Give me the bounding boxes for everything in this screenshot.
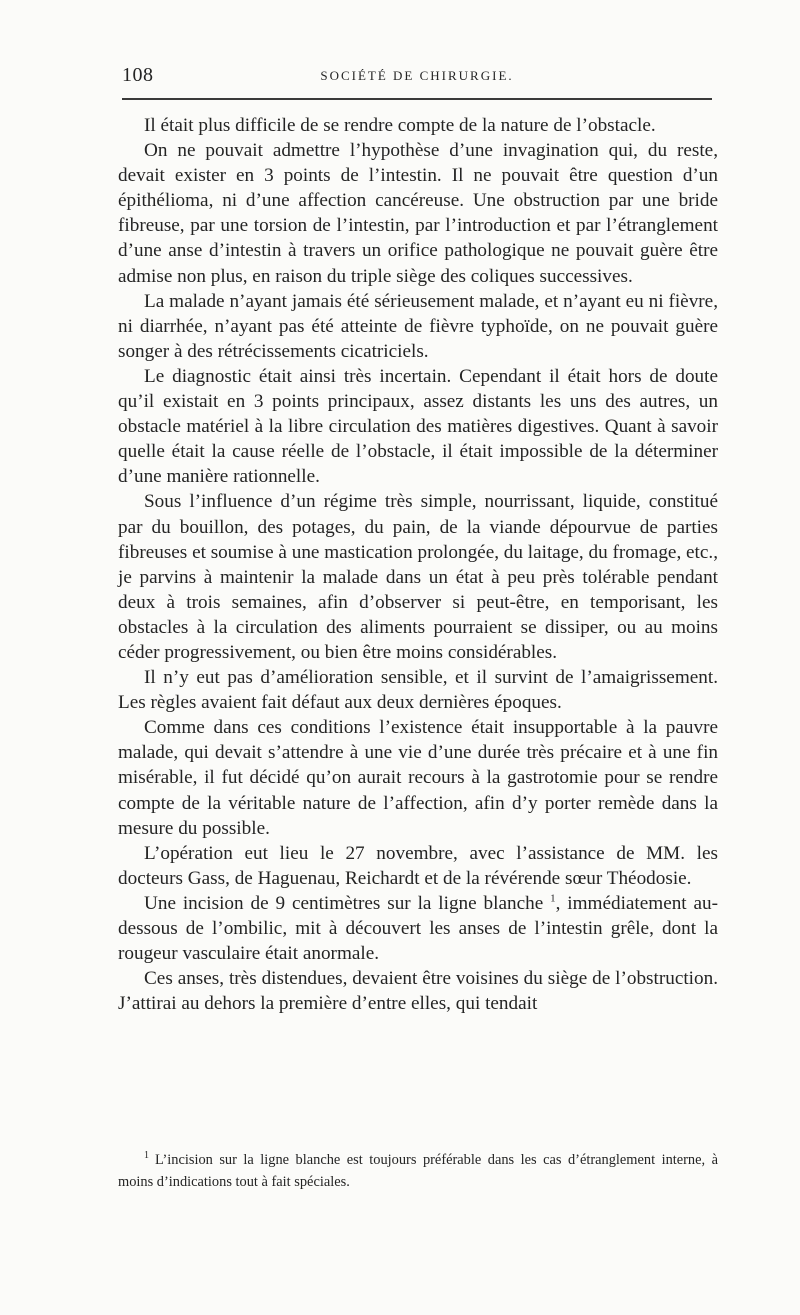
page-number: 108	[122, 64, 154, 86]
running-title: SOCIÉTÉ DE CHIRURGIE.	[320, 68, 514, 83]
paragraph: Le diagnostic était ainsi très incertain. Cependant il était hors de doute qu’il existait en 3 points principaux, assez distants les uns des autres, un obstacle matériel à la libre circulation des matières digestives. Quant à savoir quelle était la cause réelle de l’obstacle, il était impossible de la déterminer d’une manière rationnelle.	[118, 365, 718, 488]
paragraph: Ces anses, très distendues, devaient être voisines du siège de l’obstruction. J’attirai au dehors la première d’entre elles, qui tendait	[118, 968, 718, 1015]
paragraph: Sous l’influence d’un régime très simple, nourrissant, liquide, constitué par du bouillon, des potages, du pain, de la viande dépourvue de parties fibreuses et soumise à une mastication prolongée, du laitage, du fromage, etc., je parvins à maintenir la malade dans un état à peu près tolérable pendant deux à trois semaines, afin d’observer si peut-être, en temporisant, les obstacles à la circulation des aliments pourraient se dissiper, ou au moins céder progressivement, ou bien être moins considérables.	[118, 491, 718, 663]
header-rule	[122, 98, 712, 100]
paragraph-incision	[118, 891, 718, 966]
footnote-reference[interactable]: 1	[550, 892, 556, 905]
footnote	[118, 1149, 718, 1193]
paragraph: Il n’y eut pas d’amélioration sensible, et il survint de l’amaigrissement. Les règles avaient fait défaut aux deux dernières époques.	[118, 667, 718, 714]
paragraph: La malade n’ayant jamais été sérieusement malade, et n’ayant eu ni fièvre, ni diarrhée, n’ayant pas été atteinte de fièvre typhoïde, on ne pouvait guère songer à des rétrécissements cicatriciels.	[118, 290, 718, 362]
paragraph: Comme dans ces conditions l’existence était insupportable à la pauvre malade, qui devait s’attendre à une vie d’une durée très précaire et à une fin misérable, il fut décidé qu’on aurait recours à la gastrotomie pour se rendre compte de la véritable nature de l’affection, afin d’y porter remède dans la mesure du possible.	[118, 717, 718, 839]
paragraph: Il était plus difficile de se rendre compte de la nature de l’obstacle.	[144, 115, 656, 136]
running-head	[122, 64, 712, 88]
paragraph-text: Une incision de 9 centimètres sur la ligne blanche	[144, 892, 544, 914]
paragraph: L’opération eut lieu le 27 novembre, avec l’assistance de MM. les docteurs Gass, de Haguenau, Reichardt et de la révérende sœur Théodosie.	[118, 842, 718, 889]
footnote-mark: 1	[144, 1150, 149, 1162]
paragraph: On ne pouvait admettre l’hypothèse d’une invagination qui, du reste, devait exister en 3 points de l’intestin. Il ne pouvait être question d’un épithélioma, ni d’une affection cancéreuse. Une obstruction par une bride fibreuse, par une torsion de l’intestin, par l’introduction et par l’étranglement d’une anse d’intestin à travers un orifice pathologique ne pouvait guère être admise non plus, en raison du triple siège des coliques successives.	[118, 140, 718, 287]
footnotes	[118, 1149, 718, 1193]
footnote-text: L’incision sur la ligne blanche est toujours préférable dans les cas d’étranglement interne, à moins d’indications tout à fait spéciales.	[118, 1152, 718, 1190]
paragraph-text: , immédiatement au-dessous de l’ombilic, mit à découvert les anses de l’intestin grêle, dont la rougeur vasculaire était anormale.	[118, 892, 719, 965]
body-text	[118, 113, 718, 1016]
